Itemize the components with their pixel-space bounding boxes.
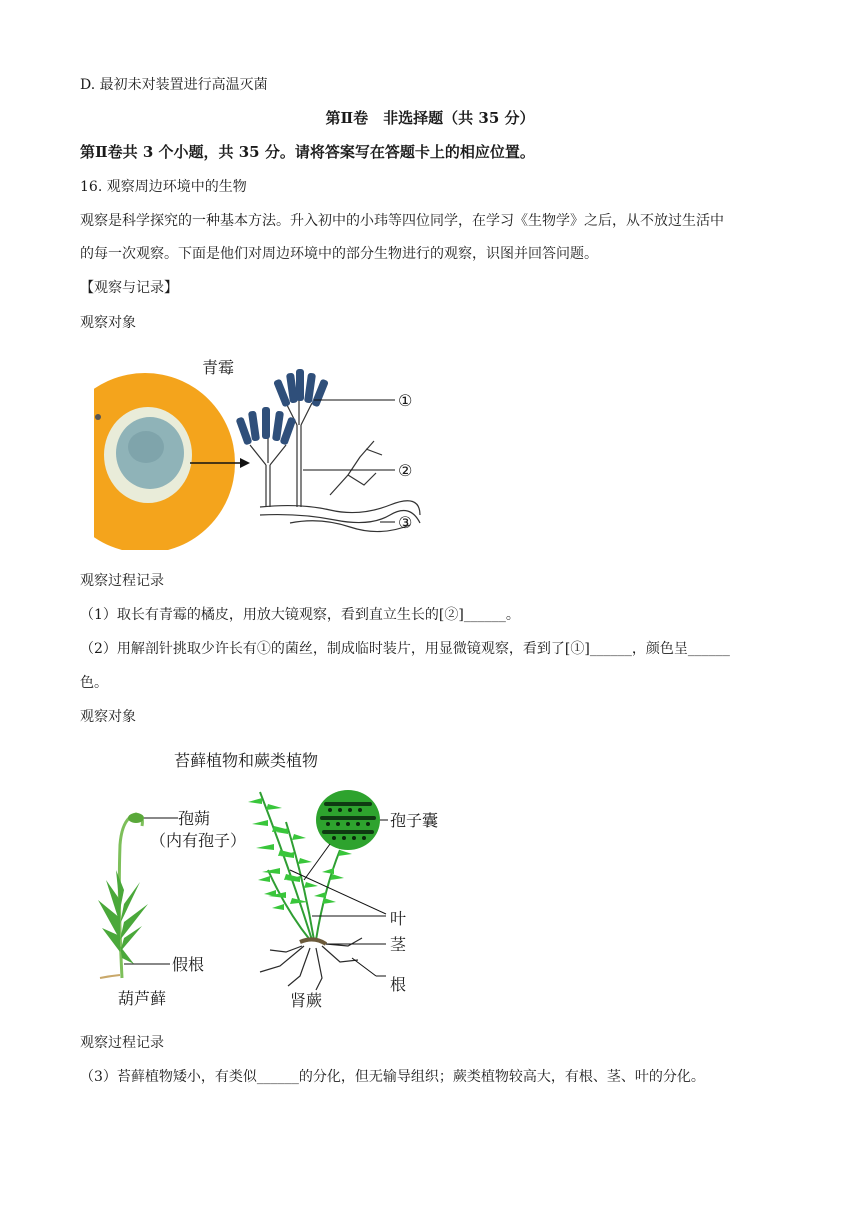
question-1: （1）取长有青霉的橘皮，用放大镜观察，看到直立生长的[②]______。 (80, 607, 520, 623)
option-d-text: D. 最初未对装置进行高温灭菌 (80, 77, 268, 93)
orange-peel-image (90, 365, 235, 550)
intro-line-2: 的每一次观察。下面是他们对周边环境中的部分生物进行的观察，识图并回答问题。 (80, 246, 598, 262)
penicillium-figure (90, 345, 430, 550)
moss-fern-figure (90, 740, 470, 1020)
record-header: 【观察与记录】 (80, 280, 178, 296)
section-title: 第Ⅱ卷 非选择题（共 35 分） (325, 109, 535, 127)
fern-drawing (248, 790, 380, 990)
question-2-line-1: （2）用解剖针挑取少许长有①的菌丝，制成临时装片，用显微镜观察，看到了[①]______，颜色呈______ (80, 641, 730, 657)
root-label: 根 (390, 975, 407, 994)
moss-fern-title: 苔藓植物和蕨类植物 (174, 751, 319, 770)
label-circle-1: ① (398, 391, 413, 410)
observation-object-2: 观察对象 (80, 709, 136, 725)
capsule-note: （内有孢子） (150, 831, 247, 850)
leaf-label: 叶 (390, 909, 407, 928)
rhizoid-label: 假根 (172, 955, 205, 974)
observation-process-2: 观察过程记录 (80, 1035, 164, 1051)
section-instructions: 第Ⅱ卷共 3 个小题，共 35 分。请将答案写在答题卡上的相应位置。 (80, 143, 535, 161)
intro-line-1: 观察是科学探究的一种基本方法。升入初中的小玮等四位同学，在学习《生物学》之后，从不放过生活中 (80, 213, 724, 229)
question-16-title: 16. 观察周边环境中的生物 (80, 179, 247, 195)
question-2-line-2: 色。 (80, 675, 108, 691)
fern-name: 肾蕨 (290, 991, 323, 1010)
funaria-drawing (98, 813, 148, 978)
stem-label: 茎 (390, 935, 407, 954)
capsule-label: 孢蒴 (178, 809, 211, 828)
question-3: （3）苔藓植物矮小，有类似______的分化，但无输导组织；蕨类植物较高大，有根、茎、叶的分化。 (80, 1069, 705, 1085)
spore-chains (235, 369, 329, 446)
label-circle-3: ③ (398, 513, 413, 532)
observation-process-1: 观察过程记录 (80, 573, 164, 589)
penicillium-title: 青霉 (202, 358, 235, 377)
sporangium-label: 孢子囊 (390, 811, 439, 830)
funaria-name: 葫芦藓 (118, 989, 167, 1008)
observation-object-1: 观察对象 (80, 315, 136, 331)
label-circle-2: ② (398, 461, 413, 480)
